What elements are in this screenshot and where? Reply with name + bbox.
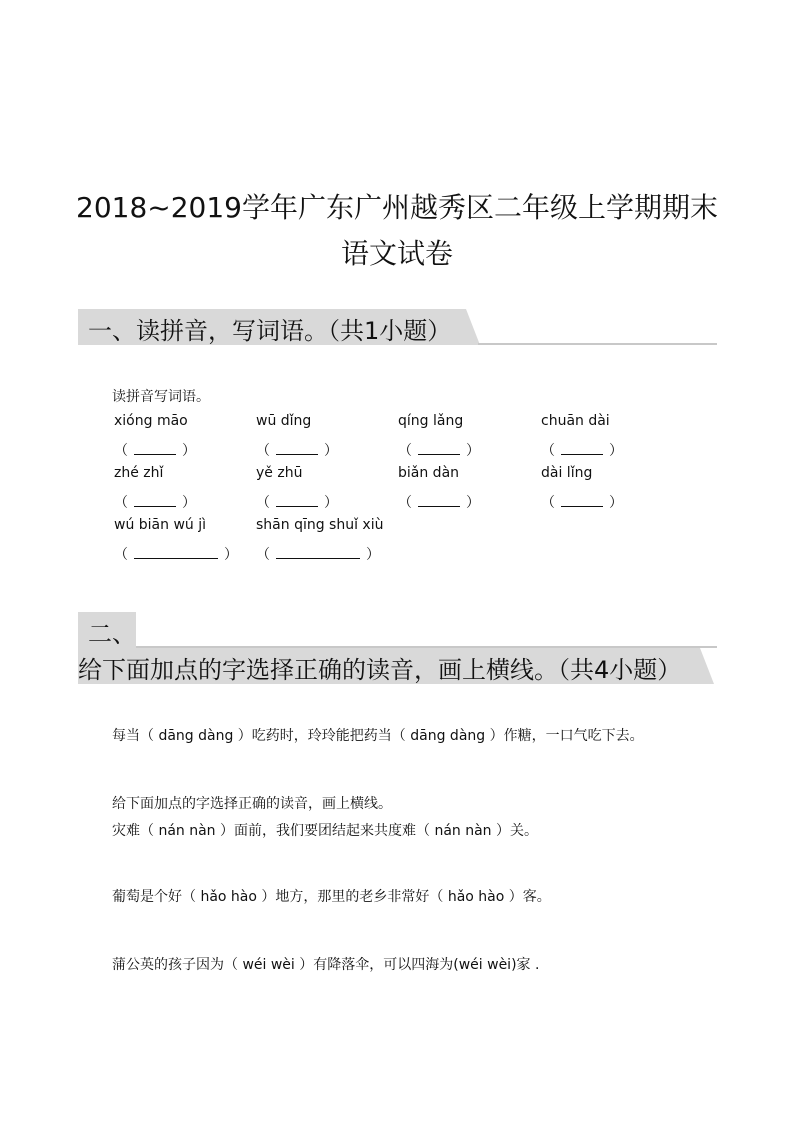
paren-open: （ bbox=[256, 547, 270, 563]
answer-line bbox=[276, 444, 318, 455]
answer-blank-5[interactable] bbox=[114, 492, 196, 512]
section-1-heading: 一、读拼音，写词语。（共1小题） bbox=[88, 317, 452, 345]
answer-line bbox=[134, 444, 176, 455]
paren-close: ） bbox=[324, 443, 338, 459]
paren-open: （ bbox=[114, 547, 128, 563]
answer-blank-8[interactable] bbox=[541, 492, 623, 512]
paren-close: ） bbox=[182, 495, 196, 511]
pinyin-item-7: biǎn dàn bbox=[398, 465, 460, 481]
paren-open: （ bbox=[541, 443, 555, 459]
paren-close: ） bbox=[609, 495, 623, 511]
page-title bbox=[60, 185, 734, 277]
answer-blank-7[interactable] bbox=[398, 492, 480, 512]
section-2-heading: 给下面加点的字选择正确的读音，画上横线。（共4小题） bbox=[78, 656, 682, 684]
answer-blank-1[interactable] bbox=[114, 440, 196, 460]
answer-line bbox=[561, 444, 603, 455]
answer-blank-9[interactable] bbox=[114, 544, 238, 564]
section-1-divider bbox=[478, 343, 717, 345]
pinyin-item-10: shān qīng shuǐ xiù bbox=[256, 517, 384, 533]
paren-open: （ bbox=[541, 495, 555, 511]
question-2-3: 葡萄是个好（ hǎo hào ）地方，那里的老乡非常好（ hǎo hào ）客。 bbox=[112, 889, 551, 905]
paren-close: ） bbox=[609, 443, 623, 459]
question-2-1: 每当（ dāng dàng ）吃药时，玲玲能把药当（ dāng dàng ）作糖，一口气吃下去。 bbox=[112, 728, 644, 744]
answer-line bbox=[418, 444, 460, 455]
paren-close: ） bbox=[466, 443, 480, 459]
paren-close: ） bbox=[182, 443, 196, 459]
question-2-4: 蒲公英的孩子因为（ wéi wèi ）有降落伞，可以四海为(wéi wèi)家 . bbox=[112, 957, 540, 973]
paren-close: ） bbox=[224, 547, 238, 563]
answer-blank-10[interactable] bbox=[256, 544, 380, 564]
pinyin-item-8: dài lǐng bbox=[541, 465, 593, 481]
pinyin-item-1: xióng māo bbox=[114, 413, 188, 429]
pinyin-item-5: zhé zhǐ bbox=[114, 465, 164, 481]
paren-open: （ bbox=[398, 495, 412, 511]
paren-close: ） bbox=[324, 495, 338, 511]
paren-open: （ bbox=[114, 495, 128, 511]
answer-line bbox=[418, 496, 460, 507]
paren-open: （ bbox=[256, 443, 270, 459]
question-2-2-instruction: 给下面加点的字选择正确的读音，画上横线。 bbox=[112, 796, 392, 812]
question-2-2: 灾难（ nán nàn ）面前，我们要团结起来共度难（ nán nàn ）关。 bbox=[112, 823, 539, 839]
answer-blank-3[interactable] bbox=[398, 440, 480, 460]
pinyin-item-9: wú biān wú jì bbox=[114, 517, 207, 533]
paren-open: （ bbox=[398, 443, 412, 459]
answer-line bbox=[134, 548, 218, 559]
answer-line bbox=[276, 548, 360, 559]
page-title-line-1: 2018~2019学年广东广州越秀区二年级上学期期末 bbox=[76, 191, 718, 224]
answer-blank-6[interactable] bbox=[256, 492, 338, 512]
pinyin-item-4: chuān dài bbox=[541, 413, 610, 429]
section-2-divider-top bbox=[136, 646, 717, 648]
paren-close: ） bbox=[366, 547, 380, 563]
answer-blank-4[interactable] bbox=[541, 440, 623, 460]
section-2-number: 二、 bbox=[88, 620, 136, 648]
pinyin-item-6: yě zhū bbox=[256, 465, 303, 481]
answer-line bbox=[134, 496, 176, 507]
paren-open: （ bbox=[256, 495, 270, 511]
pinyin-item-2: wū dǐng bbox=[256, 413, 312, 429]
answer-line bbox=[276, 496, 318, 507]
answer-blank-2[interactable] bbox=[256, 440, 338, 460]
section-1-instruction: 读拼音写词语。 bbox=[112, 389, 210, 405]
page-title-line-2: 语文试卷 bbox=[340, 237, 453, 270]
answer-line bbox=[561, 496, 603, 507]
paren-close: ） bbox=[466, 495, 480, 511]
paren-open: （ bbox=[114, 443, 128, 459]
pinyin-item-3: qíng lǎng bbox=[398, 413, 464, 429]
